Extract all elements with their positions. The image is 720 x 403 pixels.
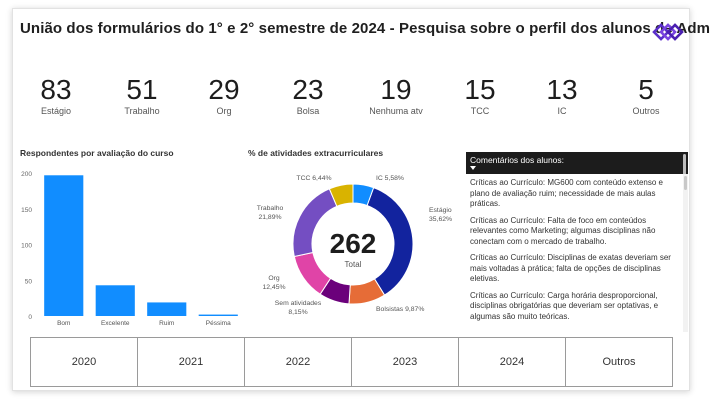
slice-label: Bolsistas 9,87% (376, 306, 425, 313)
slice-label-pct: 21,89% (258, 214, 282, 221)
kpi-card-bolsa (268, 75, 348, 117)
kpi-card-ic (522, 75, 602, 117)
kpi-card-nenhuma-atv (356, 75, 436, 117)
slice-label-pct: 35,62% (429, 216, 453, 223)
y-tick-label: 150 (21, 206, 32, 214)
bar-ruim[interactable] (147, 302, 186, 316)
slice-label-pct: 12,45% (262, 284, 286, 291)
comment-item: Críticas ao Currículo: MG600 com conteúdo extenso e plano de avaliação ruim; necessidade de mais aulas práticas. (470, 178, 663, 208)
diamond-logo-icon (651, 16, 685, 48)
y-tick-label: 0 (28, 314, 32, 321)
kpi-value: 15 (464, 74, 496, 105)
y-tick-label: 200 (21, 171, 32, 179)
kpi-label: Trabalho (124, 106, 160, 116)
slice-label-name: Trabalho (256, 205, 284, 212)
kpi-label: Nenhuma atv (369, 106, 423, 116)
comment-list (466, 174, 688, 322)
kpi-card-trabalho (102, 75, 182, 117)
year-button-outros[interactable]: Outros (565, 337, 673, 387)
kpi-value: 23 (292, 74, 324, 105)
year-slicer (30, 337, 672, 387)
x-tick-label: Péssima (205, 320, 231, 327)
x-tick-label: Excelente (100, 320, 130, 327)
comment-item: Críticas ao Currículo: Disciplinas de exatas deveriam ser mais voltadas à prática; falta de opções de disciplinas eletivas. (470, 253, 671, 283)
bar-chart-title: Respondentes por avaliação do curso (20, 148, 174, 158)
kpi-label: TCC (470, 106, 490, 116)
y-tick-label: 50 (24, 278, 32, 286)
slice-label: TCC 6,44% (296, 175, 332, 182)
kpi-label: IC (557, 106, 567, 116)
slice-label-name: Estágio (429, 207, 452, 214)
kpi-card-outros (606, 75, 686, 117)
bar-bom[interactable] (44, 175, 83, 316)
year-button-2022[interactable]: 2022 (244, 337, 352, 387)
kpi-card-org (184, 75, 264, 117)
kpi-value: 51 (126, 74, 158, 105)
year-button-2020[interactable]: 2020 (30, 337, 138, 387)
slice-label: IC 5,58% (376, 175, 404, 182)
comments-scrollbar[interactable] (683, 174, 688, 332)
donut-chart-title: % de atividades extracurriculares (248, 148, 384, 158)
year-button-2023[interactable]: 2023 (351, 337, 459, 387)
x-tick-label: Ruim (159, 320, 175, 327)
bar-chart (16, 160, 248, 332)
comment-item: Críticas ao Currículo: Falta de foco em conteúdos relevantes como Marketing; algumas disciplinas não conectam com o mercado de trabalho. (470, 215, 656, 246)
slice-label-pct: 8,15% (288, 309, 308, 316)
bar-excelente[interactable] (96, 285, 135, 316)
y-tick-label: 100 (21, 242, 32, 250)
kpi-label: Outros (632, 106, 660, 116)
kpi-value: 29 (208, 74, 240, 105)
kpi-value: 5 (638, 74, 654, 105)
kpi-value: 13 (546, 74, 578, 105)
kpi-value: 19 (380, 74, 412, 105)
comment-item: Críticas ao Currículo: Carga horária desproporcional, disciplinas obrigatórias que deveriam ser optativas, e algumas são muito teóricas. (470, 290, 659, 321)
donut-center-value: 262 (329, 228, 377, 259)
x-tick-label: Bom (57, 320, 71, 327)
kpi-card-tcc (440, 75, 520, 117)
year-button-2021[interactable]: 2021 (137, 337, 245, 387)
donut-chart (246, 160, 466, 332)
page-title: União dos formulários do 1° e 2° semestre de 2024 - Pesquisa sobre o perfil dos alunos de Adm (20, 20, 711, 37)
slice-label-name: Org (268, 275, 280, 282)
comments-header-label: Comentários dos alunos: (470, 155, 565, 165)
kpi-label: Bolsa (296, 106, 320, 116)
kpi-value: 83 (40, 74, 72, 105)
kpi-label: Org (216, 106, 232, 116)
bar-péssima[interactable] (199, 315, 238, 316)
slice-label-name: Sem atividades (274, 300, 322, 307)
donut-center-label: Total (344, 260, 362, 269)
kpi-card-estagio (16, 75, 96, 117)
year-button-2024[interactable]: 2024 (458, 337, 566, 387)
caret-down-icon[interactable] (470, 166, 476, 170)
comments-panel[interactable] (466, 152, 688, 332)
comments-scroll-thumb[interactable] (684, 176, 687, 190)
comments-header[interactable] (466, 152, 688, 174)
kpi-label: Estágio (40, 106, 72, 116)
